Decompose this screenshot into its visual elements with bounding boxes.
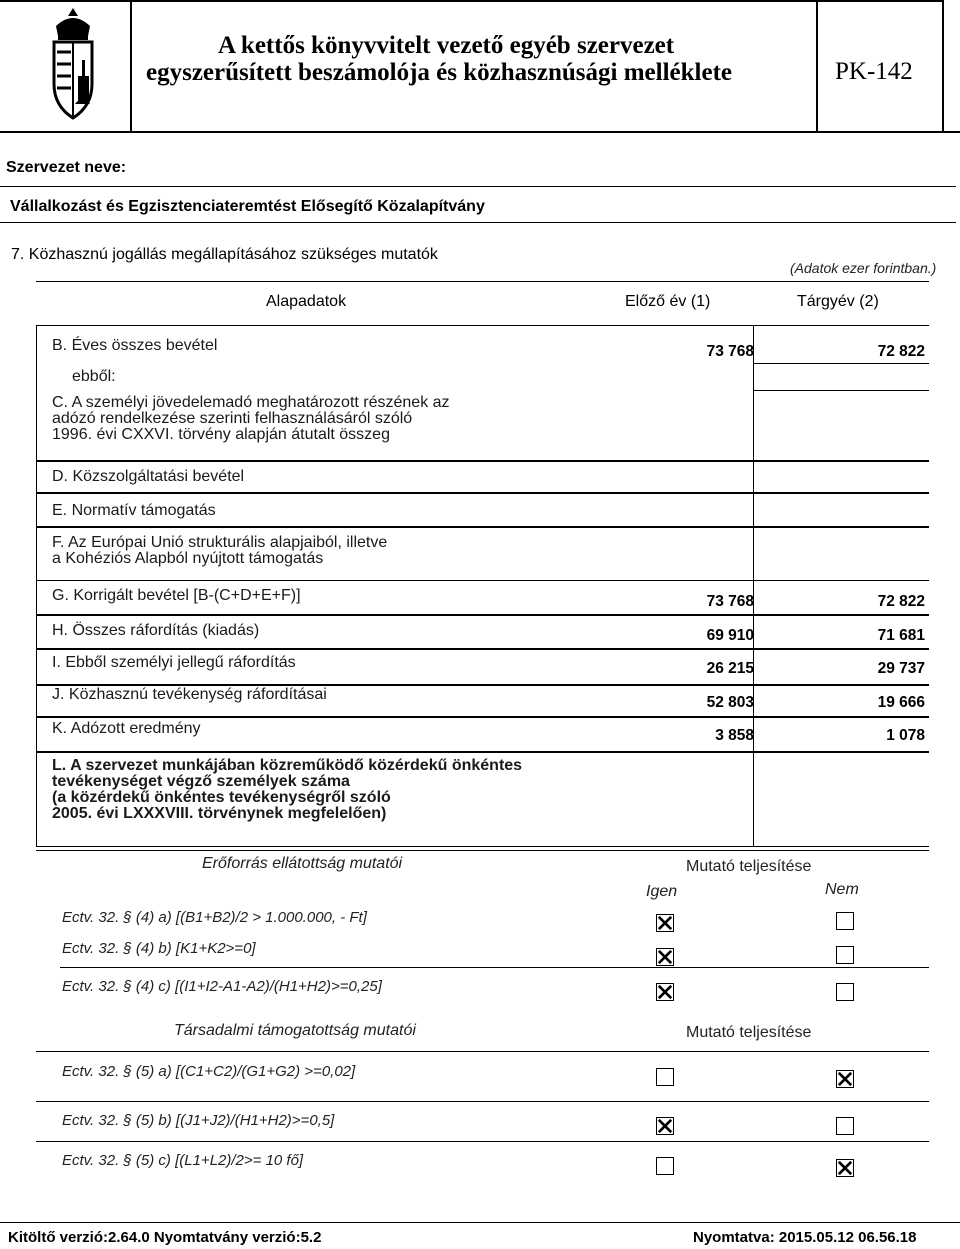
footer-rule	[0, 1222, 960, 1223]
resource-item-2-rule	[60, 967, 929, 968]
row-sep-f	[36, 580, 929, 581]
row-i-prev: 26 215	[706, 660, 754, 677]
form-code: PK-142	[835, 58, 913, 85]
support-item-1-rule	[36, 1101, 929, 1102]
row-k-curr: 1 078	[886, 727, 925, 744]
row-b-prev: 73 768	[706, 343, 754, 360]
unit-note: (Adatok ezer forintban.)	[790, 260, 937, 276]
section-title: 7. Közhasznú jogállás megállapításához szükséges mutatók	[11, 246, 438, 263]
org-name-label: Szervezet neve:	[6, 159, 127, 176]
checkmark-x-icon	[657, 1118, 673, 1134]
support-perf-title: Mutató teljesítése	[686, 1024, 812, 1041]
row-sep-d	[36, 492, 929, 494]
row-g-curr: 72 822	[877, 593, 925, 610]
table-left-border	[36, 325, 37, 847]
resources-top-rule	[36, 850, 929, 851]
row-h-label: H. Összes ráfordítás (kiadás)	[52, 622, 260, 639]
header-top-rule	[0, 0, 944, 2]
resources-no-header: Nem	[825, 881, 859, 898]
col-header-prev: Előző év (1)	[625, 293, 711, 310]
support-item-3-label: Ectv. 32. § (5) c) [(L1+L2)/2>= 10 fő]	[62, 1152, 304, 1169]
coat-of-arms-icon	[48, 6, 98, 124]
resource-item-2-yes-checkbox[interactable]	[656, 948, 674, 966]
row-h-curr: 71 681	[877, 627, 925, 644]
resources-perf-title: Mutató teljesítése	[686, 858, 812, 875]
header-divider-left	[130, 0, 132, 132]
org-name-value: Vállalkozást és Egzisztenciateremtést Elősegítő Közalapítvány	[10, 198, 485, 215]
resource-item-3-yes-checkbox[interactable]	[656, 983, 674, 1001]
row-c-label-3: 1996. évi CXXVI. törvény alapján átutalt összeg	[52, 426, 390, 443]
resource-item-1-no-checkbox[interactable]	[836, 912, 854, 930]
row-l-label-2: tevékenységet végző személyek száma	[52, 773, 350, 790]
resource-item-1-label: Ectv. 32. § (4) a) [(B1+B2)/2 > 1.000.000, - Ft]	[62, 909, 367, 926]
support-item-2-rule	[36, 1141, 929, 1142]
support-item-1-label: Ectv. 32. § (5) a) [(C1+C2)/(G1+G2) >=0,02]	[62, 1063, 356, 1080]
support-item-3-yes-checkbox[interactable]	[656, 1157, 674, 1175]
resource-item-2-label: Ectv. 32. § (4) b) [K1+K2>=0]	[62, 940, 256, 957]
col-header-base: Alapadatok	[266, 293, 347, 310]
support-item-1-yes-checkbox[interactable]	[656, 1068, 674, 1086]
row-sep-e	[36, 526, 929, 528]
checkmark-x-icon	[657, 949, 673, 965]
org-box-bottom	[0, 222, 956, 223]
header-divider-right	[816, 0, 818, 132]
row-k-label: K. Adózott eredmény	[52, 720, 201, 737]
row-f-label-2: a Kohéziós Alapból nyújtott támogatás	[52, 550, 324, 567]
row-j-label: J. Közhasznú tevékenység ráfordításai	[52, 686, 327, 703]
support-item-3-no-checkbox[interactable]	[836, 1159, 854, 1177]
col-header-curr: Tárgyév (2)	[797, 293, 879, 310]
checkmark-x-icon	[657, 915, 673, 931]
row-l-label-3: (a közérdekű önkéntes tevékenységről szóló	[52, 789, 391, 806]
row-e-label: E. Normatív támogatás	[52, 502, 216, 519]
resource-item-2-no-checkbox[interactable]	[836, 946, 854, 964]
row-l-label-4: 2005. évi LXXXVIII. törvénynek megfelelően)	[52, 805, 387, 822]
footer-version: Kitöltő verzió:2.64.0 Nyomtatvány verzió:5.2	[8, 1229, 322, 1246]
row-k-prev: 3 858	[715, 727, 754, 744]
row-j-prev: 52 803	[706, 694, 754, 711]
row-b-curr: 72 822	[877, 343, 925, 360]
table-header-rule	[36, 325, 929, 326]
row-d-label: D. Közszolgáltatási bevétel	[52, 468, 245, 485]
row-sep-l	[36, 846, 929, 847]
row-g-prev: 73 768	[706, 593, 754, 610]
table-top-rule	[36, 281, 929, 282]
support-title: Társadalmi támogatottság mutatói	[174, 1022, 416, 1039]
resource-item-3-label: Ectv. 32. § (4) c) [(I1+I2-A1-A2)/(H1+H2)>=0,25]	[62, 978, 382, 995]
row-sep-h	[36, 648, 929, 650]
row-h-prev: 69 910	[706, 627, 754, 644]
org-box-top	[0, 186, 956, 187]
header-right-border	[942, 0, 944, 132]
checkmark-x-icon	[657, 984, 673, 1000]
support-item-2-no-checkbox[interactable]	[836, 1117, 854, 1135]
support-header-rule	[36, 1051, 929, 1052]
form-title-line1: A kettős könyvvitelt vezető egyéb szervezet	[218, 32, 675, 59]
row-sep-c-top	[753, 390, 929, 391]
resource-item-3-no-checkbox[interactable]	[836, 983, 854, 1001]
row-sep-j	[36, 716, 929, 718]
form-title	[210, 32, 674, 60]
resources-yes-header: Igen	[646, 883, 678, 900]
resource-item-1-yes-checkbox[interactable]	[656, 914, 674, 932]
row-b-label: B. Éves összes bevétel	[52, 337, 218, 354]
row-sep-b	[753, 363, 929, 364]
footer-print-date: Nyomtatva: 2015.05.12 06.56.18	[693, 1229, 917, 1246]
support-item-2-label: Ectv. 32. § (5) b) [(J1+J2)/(H1+H2)>=0,5]	[62, 1112, 335, 1129]
row-c-label-2: adózó rendelkezése szerinti felhasználásáról szóló	[52, 410, 413, 427]
row-i-label: I. Ebből személyi jellegű ráfordítás	[52, 654, 296, 671]
row-ebbol-label: ebből:	[72, 368, 116, 385]
row-sep-g	[36, 614, 929, 616]
support-item-1-no-checkbox[interactable]	[836, 1070, 854, 1088]
row-c-label-1: C. A személyi jövedelemadó meghatározott részének az	[52, 394, 450, 411]
checkmark-x-icon	[837, 1160, 853, 1176]
resources-title: Erőforrás ellátottság mutatói	[202, 855, 403, 872]
table-mid-border	[753, 325, 754, 847]
form-title-line2: egyszerűsített beszámolója és közhasznúsági melléklete	[146, 59, 732, 86]
row-f-label-1: F. Az Európai Unió strukturális alapjaiból, illetve	[52, 534, 388, 551]
row-sep-c-bottom	[36, 460, 929, 462]
row-sep-k	[36, 751, 929, 753]
row-l-label-1: L. A szervezet munkájában közreműködő közérdekű önkéntes	[52, 757, 523, 774]
support-item-2-yes-checkbox[interactable]	[656, 1117, 674, 1135]
row-i-curr: 29 737	[877, 660, 925, 677]
row-j-curr: 19 666	[877, 694, 925, 711]
row-g-label: G. Korrigált bevétel [B-(C+D+E+F)]	[52, 587, 301, 604]
checkmark-x-icon	[837, 1071, 853, 1087]
